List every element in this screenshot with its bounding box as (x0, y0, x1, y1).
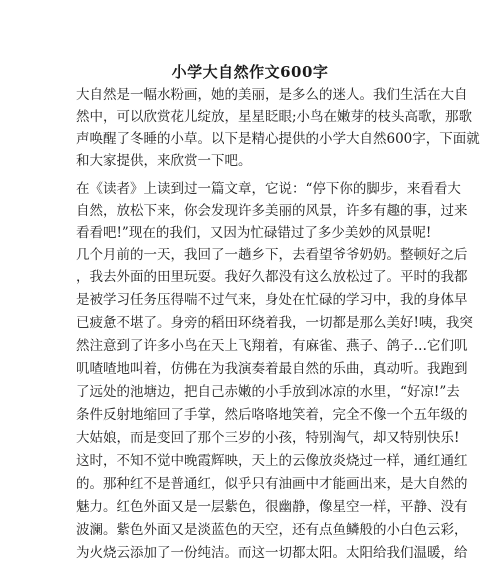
text-line: 为火烧云添加了一份纯洁。而这一切都太阳。太阳给我们温暖，给 (76, 545, 468, 561)
text-line: 波澜。紫色外面又是淡蓝色的天空，还有点鱼鳞般的小白色云彩， (76, 522, 468, 538)
text-line: 看看吧!”现在的我们，又因为忙碌错过了多少美妙的风景呢! (76, 225, 432, 241)
text-line: 魅力。红色外面又是一层紫色，很幽静，像星空一样，平静、没有 (76, 499, 468, 515)
text-line: 然注意到了许多小鸟在天上飞翔着，有麻雀、燕子、鸽子…它们叽 (76, 338, 468, 354)
text-line: 在《读者》上读到过一篇文章，它说：“停下你的脚步，来看看大 (76, 181, 461, 197)
text-line: 几个月前的一天，我回了一趟乡下，去看望爷爷奶奶。整顿好之后 (76, 247, 468, 263)
text-line: 叽喳喳地叫着，仿佛在为我演奏着最自然的乐曲，真动听。我跑到 (76, 361, 468, 377)
text-line: 大自然是一幅水粉画，她的美丽，是多么的迷人。我们生活在大自 (76, 87, 468, 103)
text-line: 声唤醒了冬睡的小草。以下是精心提供的小学大自然600字，下面就 (76, 131, 480, 147)
text-line: 这时，不知不觉中晚霞辉映，天上的云像放炎烧过一样，通红通红 (76, 453, 468, 469)
text-line: 了远处的池塘边，把自己赤嫩的小手放到冰凉的水里，“好凉!”去 (76, 384, 460, 400)
text-line: 自然，放松下来，你会发现许多美丽的风景，许多有趣的事，过来 (76, 203, 468, 219)
text-line: 和大家提供，来欣赏一下吧。 (76, 153, 252, 169)
text-line: 已疲惫不堪了。身旁的稻田环绕着我，一切都是那么美好!咦，我突 (76, 315, 473, 331)
text-line: 大姑娘，而是变回了那个三岁的小孩，特别淘气，却又特别快乐! (76, 430, 460, 446)
text-line: 是被学习任务压得喘不过气来，身处在忙碌的学习中，我的身体早 (76, 292, 468, 308)
article-title: 小学大自然作文600字 (171, 63, 329, 81)
text-line: ，我去外面的田里玩耍。我好久都没有这么放松过了。平时的我都 (76, 269, 468, 285)
text-line: 的。那种红不是普通红，似乎只有油画中才能画出来，是大自然的 (76, 476, 468, 492)
text-line: 然中，可以欣赏花儿绽放，星星眨眼;小鸟在嫩芽的枝头高歌，那歌 (76, 109, 473, 125)
text-line: 条件反射地缩回了手掌，然后咯咯地笑着，完全不像一个五年级的 (76, 407, 468, 423)
